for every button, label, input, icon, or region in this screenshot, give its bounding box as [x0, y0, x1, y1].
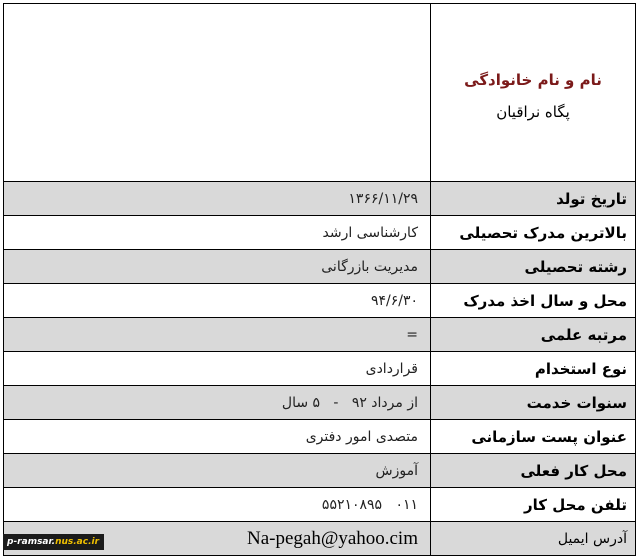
row-value: قراردادی — [365, 360, 418, 377]
name-cell — [430, 4, 635, 181]
row-value: متصدی امور دفتری — [305, 428, 418, 445]
row-birth-date — [4, 182, 635, 216]
profile-table — [3, 3, 636, 556]
row-label: بالاترین مدرک تحصیلی — [430, 216, 635, 249]
row-label: عنوان پست سازمانی — [430, 420, 635, 453]
row-label: تلفن محل کار — [430, 488, 635, 521]
site-watermark — [3, 534, 104, 550]
row-workplace — [4, 454, 635, 488]
row-label: آدرس ایمیل — [430, 522, 635, 555]
row-value: مدیریت بازرگانی — [321, 258, 418, 275]
email-link[interactable]: Na-pegah@yahoo.cim — [246, 527, 418, 549]
row-label: مرتبه علمی — [430, 318, 635, 351]
name-label: نام و نام خانوادگی — [464, 70, 602, 89]
row-work-phone — [4, 488, 635, 522]
row-label: تاریخ تولد — [430, 182, 635, 215]
row-label: رشته تحصیلی — [430, 250, 635, 283]
row-service-years — [4, 386, 635, 420]
watermark-accent: nus.ac.ir — [55, 537, 100, 547]
photo-cell — [4, 4, 430, 181]
name-value: پگاه نراقیان — [496, 102, 570, 121]
row-job-title — [4, 420, 635, 454]
row-label: سنوات خدمت — [430, 386, 635, 419]
row-value: ۹۴/۶/۳۰ — [370, 292, 418, 309]
row-value: ۰۱۱ ۵۵۲۱۰۸۹۵ — [321, 496, 418, 513]
header-row — [4, 4, 635, 182]
row-degree — [4, 216, 635, 250]
row-label: محل کار فعلی — [430, 454, 635, 487]
row-value: آموزش — [375, 462, 418, 479]
row-label: محل و سال اخذ مدرک — [430, 284, 635, 317]
watermark-prefix: p-ramsar. — [7, 537, 56, 547]
row-value: = — [406, 326, 418, 343]
row-value: از مرداد ۹۲ - ۵ سال — [281, 394, 418, 411]
row-value: کارشناسی ارشد — [322, 224, 418, 241]
row-degree-place-year — [4, 284, 635, 318]
row-employment-type — [4, 352, 635, 386]
row-field — [4, 250, 635, 284]
row-label: نوع استخدام — [430, 352, 635, 385]
row-academic-rank — [4, 318, 635, 352]
row-value: ۱۳۶۶/۱۱/۲۹ — [348, 190, 418, 207]
